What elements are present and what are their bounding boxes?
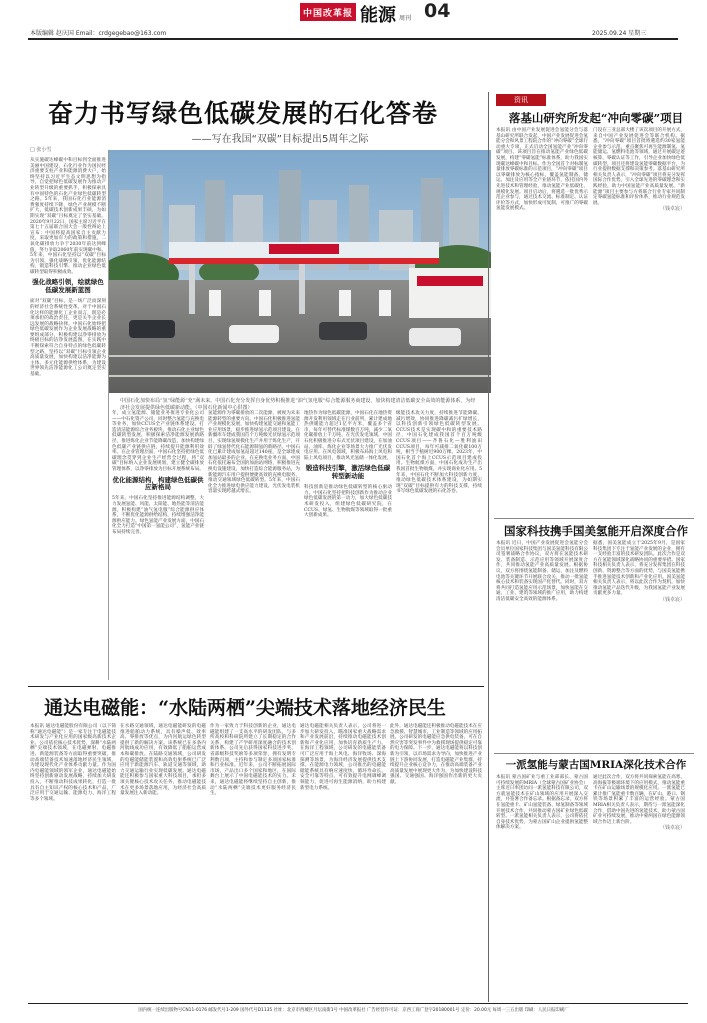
footer-rule (28, 1003, 688, 1004)
lead-column-2: 年，成立氢能源、储能业务推进专业化公司——中石化资产公司，同时整合氢能与充换电等业务，加快CCUS全产业链体系建设。打造清洁能源综合业务板块，推动石化主业绿色低碳转型发展，积极探索洁净能源发展新路径，推进炼化企业节能降碳改造，加快构建绿色低碳产业链供应链，持续提升能源利用效率。在企业管理层面，中国石化坚持把绿色低碳理念贯穿到企业生产经营全过程，将“双碳”目标纳入企业发展规划，建立健全碳排放管理体系，以净零排放为目标开展系统布局。 优化能源结构，构建绿色低碳供应新格局 5年来，中国石化坚持推进能源结构调整，大力发展氢能、风能、太阳能、地热能等清洁能源，积极构建“油气氢电服”综合能源供应体系，不断优化能源供给结构，持续增强洁净能源供应能力。绿色氢能产业发展方面，中国石化全力打造“中国第一氢能公司”，氢能产业链布局持续完善。 (112, 411, 204, 535)
header-rule (28, 38, 678, 40)
second-column-4: 通达电磁能相关负责人表示，公司将进一步加大研发投入，瞄准国家重大战略需求和产业发展前沿，持续推动电磁能技术创新和产业化应用，加快培育新质生产力。在海洋工程领域，公司研发的电磁能装备可广泛应用于海上风电、海洋牧场、深海探测等场景，为海洋经济发展提供技术支撑。在能源电力领域，公司推出的电磁能储能系统具有响应速度快、循环寿命长、安全可靠等特点，可有效提升电网调峰调频能力，促进可再生能源消纳，助力构建新型电力系统。 (300, 724, 386, 791)
second-column-3: 作为一家致力于科技创新的企业，通达电磁能组建了一支高水平的研发团队，与多所高校和科研院所建立了长期稳定的合作关系，构建了产学研用深度融合的技术创新体系。公司先后获得国家科技进步奖、省部级科技奖励等多项荣誉，拥有发明专利数百项，主持和参与制定多项国家标准和行业标准。近年来，公司不断拓展国际市场，产品出口多个国家和地区，在国际舞台上展示了中国电磁能技术的实力。未来，通达电磁能将继续坚持自主创新，推动“水陆两栖”尖端技术更好服务经济民生。 (210, 724, 296, 797)
news3-headline: 一派氢能与蒙古国MRIA深化技术合作 (505, 759, 687, 771)
sidebar-divider-2 (494, 753, 694, 754)
news1-column-2: 门设在三亚总部大楼了该次项目的开展方式，来自中国产业发展促进会等联合机构。据悉，“冲向零碳”项目首批将遴选约30家氢能企业参与示范，重点聚焦可再生能源制氢、氢能储运、氢燃料电池等领域，通过开展碳足迹核算、零碳认证等工作，引导企业加快绿色低碳转型。项目还将建设氢能零碳数据平台，为行业提供数据支撑和决策参考。落基山研究所相关负责人表示，“冲向零碳”项目将充分发挥国际合作优势，引入全球先进的零碳理念和实践经验，助力中国氢能产业高质量发展。“新能源”项目主要参与方将联合行业专家共同制定零碳氢能标准和评价体系，推动行业规范发展。 （钱卓宸） (593, 128, 685, 213)
lead-column-1: 从实施碳达峰碳中和目标到全面推进美丽中国建设，石化行业作为国民经济重要支柱产业和能源消费大户，始终坚持以习近平生态文明思想为指导，自觉把绿色低碳发展作为推动产业转型升级的重要抓手，积极探索具有中国特色的石化产业绿色低碳转型之路。5年来，我国石化行业能源消费强度持续下降，绿色产业规模不断扩大，低碳技术创新成果丰硕，为如期实现“双碳”目标奠定了坚实基础。2020年9月22日，国家主席习近平在第七十五届联合国大会一般性辩论上宣布：中国将提高国家自主贡献力度，采取更加有力的政策和措施，二氧化碳排放力争于2030年前达到峰值，努力争取2060年前实现碳中和。5年来，中国石化坚持以“双碳”目标为引领，强化战略引领，优化能源结构，锻造科技引擎，推动企业绿色低碳转型取得积极成效。 强化战略引领，绘就绿色低碳发展新蓝图 面对“双碳”目标，是一场广泛而深刻的经济社会系统性变革。对于中国石化这样的能源化工企业而言，既是必须承担的政治责任，更是关乎企业长远发展的战略抉择。中国石化始终把绿色低碳发展作为企业发展战略的重要组成部分，积极构建以净零排放为终极目标的洁净发展蓝图，在实践中不断探索符合自身特点的绿色低碳转型之路，坚持以“双碳”目标引领企业高质量发展，加快构建以洁净能源为主体、多元化能源供给体系，为建设世界领先洁净能源化工公司奠定坚实基础。 (30, 158, 107, 378)
lead-subhead-3: 锻造科技引擎，激活绿色低碳转型新动能 (305, 464, 391, 481)
lead-subhead-2: 优化能源结构，构建绿色低碳供应新格局 (112, 475, 204, 492)
lead-column-3: 氢能源作为零碳排放的二次能源，被视为未来能源转型的重要方向。中国石化积极推进氢能产业规模化发展，加快构建氢能交通和氢能工业应用场景，稳步推进绿氢示范项目建设。在新疆库车建成我国首个万吨级光伏绿氢示范项目，实现绿氢规模化生产并用于炼化生产，开辟了绿氢替代化石能源制氢的新路径。中国石化已累计建成加氢站超过140座，是全球建成加氢站最多的企业。在充换电业务方面，中国石化依托遍布全国的加油站网络，积极推进充换电设施建设，加快打造综合能源服务站，为新能源汽车用户提供便捷高效的充换电服务，推动交通领域绿色低碳转型。5年来，中国石化全力推进绿电供应能力建设，光伏发电装机容量实现跨越式增长。 (208, 411, 300, 495)
section-name: 能源 (360, 5, 396, 26)
news3-author: （钱卓宸） (659, 825, 685, 832)
footer-info: 国内统一连续出版物号CN11-0176 邮发代号1-209 国外代号D1135 社址：北京市西城区月坛南街1号 中国改革报社 广告经营许可证：京西工商广登字20180001号 定价：20.00元 每周一三五出版 印刷：人民日报印刷厂 (138, 1008, 569, 1013)
news2-column-2: 据悉，国美氢能成立于2025年9月，是国家科技集团下专注于氢能产业发展的企业，拥有一支经验丰富的技术研发团队。此次合作是双方在氢能领域深化战略协同的重要举措。国家科技相关负责人表示，将充分发挥集团在科技创新、资源整合等方面的优势，与国美氢能携手推进氢能技术创新和产业化应用。国美氢能相关负责人表示，将以此次合作为契机，加快推动氢能产品迭代升级，为我国氢能产业发展贡献更多力量。 （钱卓宸） (593, 541, 685, 603)
newspaper-logo: 中国改革报 (300, 3, 356, 21)
news2-headline: 国家科技携手国美氢能开启深度合作 (504, 524, 688, 538)
second-headline: 通达电磁能：“水陆两栖”尖端技术落地经济民生 (44, 697, 446, 719)
lead-subhead-1: 强化战略引领，绘就绿色低碳发展新蓝图 (32, 278, 104, 295)
lead-column-5: 级能技术攻关力度，持续推进节能降碳、减污增效，协同推进降碳减污扩绿增长，以科技创新引领绿色低碳转型发展。CCUS技术是实现碳中和的重要技术路径，中国石化建成我国首个百万吨级CCUS项目——齐鲁石化—胜利油田CCUS项目，每年可减排二氧化碳100万吨，相当于植树近900万棵。2023年，中国石化首个海上CCUS示范项目建成投用。生物航煤方面，中国石化成功生产出我国首批生物航煤，并实现商业化应用。5年来，中国石化不断加大科技创新力度，推动绿色低碳技术体系建设，为如期实现“双碳”目标提供有力的科技支撑，持续书写绿色低碳发展的石化答卷。 (396, 411, 482, 495)
news3-column-1: 本报讯 蒙古国矿业与重工业部部长、蒙古国可持续发展的MRIA（全球蒙古国矿业协会）主席近日率团访问一派氢能科技有限公司，双方就氢能技术在矿山领域的应用开展深入交流，并签署合作备忘录。根据备忘录，双方将在氢能重卡、矿山氢能装备、绿氢制备等领域开展技术合作，共同推动蒙古国矿业绿色低碳转型。一派氢能相关负责人表示，公司将依托自身技术优势，为蒙古国矿山企业提供氢能整体解决方案。 (496, 775, 588, 831)
lead-column-4: 地热作为绿色低碳能源，中国石化在地热资源开发利用领域走在行业前列，累计建成地热供暖能力超过1亿平方米，覆盖多个省市，每年可替代标准煤数百万吨，减少二氧化碳排放上千万吨。在光伏发电领域，中国石化积极推进分布式光伏项目建设，在加油站、油库、炼化企业等场景大力推广光伏发电应用。在风电领域，积极布局海上风电和陆上风电项目，推动风光氢储一体化发展。 锻造科技引擎，激活绿色低碳转型新动能 科技创新是推动绿色低碳转型的核心驱动力。中国石化坚持把科技创新作为推动企业绿色低碳发展的第一动力，加大绿色低碳技术研发投入，组建绿色低碳研究院，在CCUS、绿氢、生物航煤等领域取得一批重大创新成果。 (304, 411, 392, 519)
sidebar-rule (488, 92, 489, 1002)
editor-line: 本版编辑 赵庆国 Email：crdgegebao@163.com (30, 30, 167, 37)
column-rule (108, 150, 109, 680)
second-column-2: 在水路交通领域，通达电磁能研发的电磁推进船舶动力系统，具有噪声低、效率高、零排放等优点，为内河航运绿色转型提供了新的解决方案。该系统已在多条内河航线成功应用，有效降低了船舶运营成本和碳排放。在陆路交通领域，公司研发的电磁能储能装置和高效电驱系统已广泛应用于新能源汽车、轨道交通等领域，助力交通运输行业实现低碳发展。通达电磁能还积极参与国家重大科技项目，承担多项关键核心技术攻关任务，推动电磁能技术在更多场景落地应用，为经济社会高质量发展注入新动能。 (120, 724, 206, 797)
news1-author: （钱卓宸） (659, 206, 685, 213)
news1-headline: 落基山研究所发起“冲向零碳”项目 (508, 111, 684, 125)
section-divider (28, 686, 484, 687)
news2-author: （钱卓宸） (659, 596, 685, 603)
second-column-5: 此外，通达电磁能还积极推动电磁能技术在应急救援、智慧城市、工业制造等领域的应用拓展。公司研发的电磁能应急供电装备，可在自然灾害等突发事件中为救援现场提供稳定可靠的电力保障。下一步，通达电磁能将以科技创新为引领，以市场需求为导向，加快推进产业链上下游协同发展，打造电磁能产业集群，持续提升企业核心竞争力，在推动高端装备产业高质量发展中展现更大作为，为加快建设科技强国、交通强国、海洋强国作出新的更大贡献。 (390, 724, 482, 785)
lead-subhead: ——写在我国“双碳”目标提出5周年之际 (191, 134, 369, 145)
news1-column-1: 本报讯 由中国产业发展促进会氢能分会与落基山研究所联合发起，中国产业发展促进会氢能分会和风景工程院合作的“冲向零碳”全球行动重大专项，正式启动全国氢能产业“冲向零碳”项目。该项目旨在推动氢能产业绿色低碳发展，构建“零碳氢能”标准体系，助力我国实现碳达峰碳中和目标。作为全国首个对标制氢量排放零碳标准的示范项目，“冲向零碳”项目以零碳排放为核心指标，覆盖氢能制备、储运、加注及应用等全产业链环节，依托国内外先进技术和管理经验，推动氢能产业低碳化、规模化发展。项目启动后，将遴选一批优秀示范企业参与，通过技术交流、标准制定、认证评价等方式，加快形成可复制、可推广的零碳氢能发展模式。 (496, 128, 588, 212)
sidebar-divider-1 (494, 518, 694, 519)
lead-headline: 奋力书写绿色低碳发展的石化答卷 (47, 99, 438, 128)
news2-column-1: 本报讯 近日，中国产业发展促进会氢能分会会员单位国家科技集团与国美氢能科技有限公司签署战略合作协议，双方将在氢能技术研发、装备制造、示范应用等领域开展深度合作，共同推动氢能产业高质量发展。根据协议，双方将围绕氢能制备、储运、加注及燃料电池等关键环节开展联合攻关，推动一批氢能核心技术和装备实现国产化替代。同时，双方将共同打造氢能应用示范场景，加快氢能在交通、工业、建筑等领域的推广应用，助力构建清洁低碳安全高效的能源体系。 (496, 541, 588, 602)
second-column-1: 本报讯 通达电磁能股份有限公司（以下简称“通达电磁能”）是一家专注于电磁能技术研发与产业化应用的国家级高新技术企业。公司依托核心技术优势，深耕“水陆两栖”尖端技术领域，在电磁弹射、电磁推进、新能源装备等方面取得重要突破，推动高端装备技术加速落地经济民生领域，为建设现代化产业体系贡献力量。作为国内电磁能领域的领军企业，通达电磁能始终坚持创新驱动发展战略，持续加大研发投入，不断推动科技成果转化，打造一批具有自主知识产权的核心技术和产品，广泛应用于交通运输、能源电力、海洋工程等多个领域。 (30, 724, 116, 802)
photo-caption: 中国石化加快布局“氢”绿能源“充”满未来。中国石化充分发挥自身优势积极推进“油气氢电服”综合能源服务商建设，加快构建清洁低碳安全高效的能源体系，为经济社会发展提供绿色低碳新动能。（中国石化新闻中心供图） (120, 398, 476, 411)
lead-author: □ 张小雪 (30, 147, 52, 153)
masthead (0, 0, 707, 52)
date-line: 2025.09.24 星期三 (592, 30, 647, 37)
news3-column-2: 通过此次合作，双方将共同探索氢能在高寒、高海拔等极端环境下的应用模式，推动氢能重卡在矿山运输场景的规模化应用。一派氢能已累计推广氢能重卡数百辆，在矿山、港口、钢铁等场景积累了丰富的运营经验。蒙古国MRIA相关负责人表示，期待与一派氢能深化合作，借助中国先进的氢能技术，助力蒙古国矿业可持续发展，推动中蒙两国在绿色能源领域合作迈上新台阶。 （钱卓宸） (593, 775, 685, 832)
lead-photo (109, 150, 491, 393)
news-tag: 资讯 (496, 94, 546, 106)
gas-station-photo (109, 150, 491, 393)
page-number: 04 (424, 0, 451, 22)
section-sub: 周刊 (399, 15, 412, 22)
